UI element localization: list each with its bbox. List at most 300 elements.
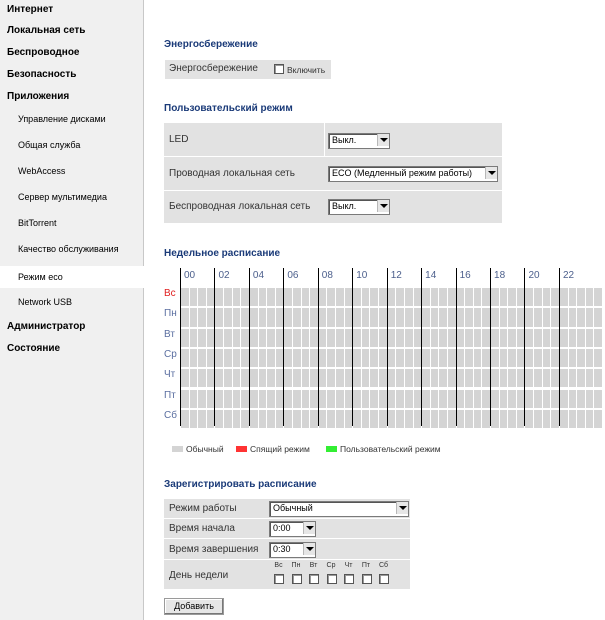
schedule-cell[interactable] (267, 390, 275, 408)
schedule-cell[interactable] (474, 349, 482, 367)
schedule-cell[interactable] (327, 308, 335, 326)
schedule-cell[interactable] (250, 349, 258, 367)
schedule-cell[interactable] (508, 369, 516, 387)
schedule-cell[interactable] (370, 308, 378, 326)
schedule-cell[interactable] (491, 308, 499, 326)
schedule-cell[interactable] (345, 369, 353, 387)
weekday-checkbox[interactable] (362, 574, 372, 584)
schedule-cell[interactable] (569, 288, 577, 306)
schedule-cell[interactable] (190, 349, 198, 367)
schedule-cell[interactable] (319, 329, 327, 347)
schedule-cell[interactable] (370, 349, 378, 367)
schedule-cell[interactable] (284, 369, 292, 387)
schedule-cell[interactable] (474, 390, 482, 408)
sidebar-item-wireless[interactable]: Беспроводное (7, 47, 80, 58)
schedule-cell[interactable] (491, 390, 499, 408)
schedule-cell[interactable] (284, 308, 292, 326)
schedule-cell[interactable] (353, 390, 361, 408)
schedule-cell[interactable] (396, 349, 404, 367)
schedule-cell[interactable] (508, 308, 516, 326)
schedule-cell[interactable] (517, 410, 525, 428)
schedule-cell[interactable] (500, 329, 508, 347)
schedule-cell[interactable] (474, 308, 482, 326)
schedule-cell[interactable] (259, 349, 267, 367)
schedule-cell[interactable] (594, 288, 602, 306)
schedule-cell[interactable] (482, 410, 490, 428)
schedule-cell[interactable] (457, 390, 465, 408)
schedule-cell[interactable] (560, 410, 568, 428)
schedule-cell[interactable] (293, 329, 301, 347)
schedule-cell[interactable] (224, 288, 232, 306)
schedule-cell[interactable] (310, 329, 318, 347)
schedule-cell[interactable] (310, 349, 318, 367)
schedule-cell[interactable] (250, 390, 258, 408)
schedule-cell[interactable] (353, 410, 361, 428)
schedule-cell[interactable] (370, 288, 378, 306)
schedule-cell[interactable] (586, 308, 594, 326)
schedule-cell[interactable] (215, 390, 223, 408)
schedule-cell[interactable] (543, 410, 551, 428)
schedule-cell[interactable] (474, 369, 482, 387)
schedule-cell[interactable] (362, 329, 370, 347)
schedule-cell[interactable] (525, 349, 533, 367)
schedule-cell[interactable] (560, 329, 568, 347)
schedule-cell[interactable] (594, 369, 602, 387)
schedule-cell[interactable] (215, 349, 223, 367)
schedule-cell[interactable] (207, 390, 215, 408)
schedule-cell[interactable] (345, 410, 353, 428)
schedule-cell[interactable] (302, 410, 310, 428)
schedule-cell[interactable] (465, 410, 473, 428)
schedule-cell[interactable] (370, 410, 378, 428)
schedule-cell[interactable] (482, 288, 490, 306)
schedule-cell[interactable] (508, 410, 516, 428)
schedule-cell[interactable] (207, 329, 215, 347)
schedule-cell[interactable] (276, 390, 284, 408)
schedule-cell[interactable] (500, 308, 508, 326)
schedule-cell[interactable] (482, 390, 490, 408)
start-time-select[interactable] (269, 521, 316, 537)
schedule-cell[interactable] (267, 369, 275, 387)
schedule-cell[interactable] (534, 288, 542, 306)
schedule-cell[interactable] (284, 288, 292, 306)
schedule-cell[interactable] (345, 308, 353, 326)
schedule-cell[interactable] (396, 308, 404, 326)
schedule-cell[interactable] (327, 288, 335, 306)
schedule-cell[interactable] (259, 390, 267, 408)
wireless-lan-select[interactable] (328, 199, 390, 215)
schedule-cell[interactable] (594, 410, 602, 428)
schedule-cell[interactable] (241, 410, 249, 428)
schedule-cell[interactable] (491, 369, 499, 387)
sidebar-item-eco-mode[interactable]: Режим eco (18, 272, 63, 282)
schedule-cell[interactable] (310, 288, 318, 306)
schedule-cell[interactable] (319, 410, 327, 428)
schedule-cell[interactable] (388, 369, 396, 387)
schedule-cell[interactable] (198, 369, 206, 387)
schedule-cell[interactable] (569, 308, 577, 326)
schedule-cell[interactable] (276, 329, 284, 347)
weekday-checkbox[interactable] (292, 574, 302, 584)
schedule-cell[interactable] (431, 369, 439, 387)
schedule-cell[interactable] (457, 329, 465, 347)
schedule-cell[interactable] (422, 390, 430, 408)
schedule-cell[interactable] (586, 410, 594, 428)
schedule-cell[interactable] (457, 349, 465, 367)
schedule-cell[interactable] (414, 349, 422, 367)
schedule-cell[interactable] (276, 288, 284, 306)
sidebar-item-disk-management[interactable]: Управление дисками (18, 114, 106, 124)
schedule-cell[interactable] (508, 288, 516, 306)
schedule-cell[interactable] (181, 308, 189, 326)
schedule-cell[interactable] (500, 369, 508, 387)
schedule-cell[interactable] (500, 390, 508, 408)
schedule-cell[interactable] (465, 308, 473, 326)
schedule-cell[interactable] (241, 329, 249, 347)
schedule-cell[interactable] (577, 349, 585, 367)
schedule-cell[interactable] (241, 288, 249, 306)
schedule-cell[interactable] (396, 288, 404, 306)
schedule-cell[interactable] (448, 390, 456, 408)
sidebar-item-shared-service[interactable]: Общая служба (18, 140, 81, 150)
schedule-cell[interactable] (482, 329, 490, 347)
schedule-cell[interactable] (422, 288, 430, 306)
schedule-cell[interactable] (302, 288, 310, 306)
schedule-cell[interactable] (388, 410, 396, 428)
schedule-cell[interactable] (336, 369, 344, 387)
schedule-cell[interactable] (569, 369, 577, 387)
schedule-cell[interactable] (422, 410, 430, 428)
schedule-cell[interactable] (362, 288, 370, 306)
schedule-cell[interactable] (586, 349, 594, 367)
schedule-cell[interactable] (198, 329, 206, 347)
schedule-cell[interactable] (517, 369, 525, 387)
sidebar-item-network-usb[interactable]: Network USB (18, 297, 73, 307)
schedule-cell[interactable] (233, 410, 241, 428)
schedule-cell[interactable] (569, 349, 577, 367)
sidebar-item-internet[interactable]: Интернет (7, 4, 54, 15)
schedule-cell[interactable] (448, 329, 456, 347)
schedule-cell[interactable] (448, 288, 456, 306)
schedule-cell[interactable] (198, 410, 206, 428)
schedule-cell[interactable] (362, 390, 370, 408)
schedule-cell[interactable] (233, 390, 241, 408)
sidebar-item-qos[interactable]: Качество обслуживания (18, 244, 119, 254)
schedule-cell[interactable] (353, 329, 361, 347)
schedule-cell[interactable] (431, 349, 439, 367)
schedule-cell[interactable] (362, 369, 370, 387)
schedule-cell[interactable] (457, 308, 465, 326)
schedule-cell[interactable] (491, 349, 499, 367)
schedule-cell[interactable] (543, 308, 551, 326)
mode-select[interactable] (269, 501, 409, 517)
schedule-cell[interactable] (543, 329, 551, 347)
schedule-cell[interactable] (353, 288, 361, 306)
schedule-cell[interactable] (190, 288, 198, 306)
schedule-cell[interactable] (577, 308, 585, 326)
schedule-cell[interactable] (345, 390, 353, 408)
schedule-cell[interactable] (525, 410, 533, 428)
schedule-cell[interactable] (482, 308, 490, 326)
schedule-cell[interactable] (319, 390, 327, 408)
schedule-cell[interactable] (525, 369, 533, 387)
schedule-cell[interactable] (474, 288, 482, 306)
schedule-cell[interactable] (525, 288, 533, 306)
sidebar-item-lan[interactable]: Локальная сеть (7, 25, 86, 36)
schedule-cell[interactable] (345, 329, 353, 347)
schedule-cell[interactable] (414, 410, 422, 428)
schedule-cell[interactable] (224, 390, 232, 408)
schedule-cell[interactable] (551, 410, 559, 428)
schedule-cell[interactable] (569, 329, 577, 347)
schedule-cell[interactable] (388, 349, 396, 367)
schedule-cell[interactable] (293, 410, 301, 428)
sidebar-item-applications[interactable]: Приложения (7, 91, 70, 102)
schedule-cell[interactable] (181, 349, 189, 367)
schedule-cell[interactable] (560, 288, 568, 306)
schedule-cell[interactable] (525, 308, 533, 326)
schedule-cell[interactable] (422, 349, 430, 367)
schedule-cell[interactable] (551, 369, 559, 387)
schedule-cell[interactable] (534, 410, 542, 428)
schedule-cell[interactable] (560, 308, 568, 326)
schedule-cell[interactable] (302, 308, 310, 326)
schedule-cell[interactable] (267, 308, 275, 326)
weekday-checkbox[interactable] (309, 574, 319, 584)
sidebar-item-bittorrent[interactable]: BitTorrent (18, 218, 57, 228)
sidebar-item-media-server[interactable]: Сервер мультимедиа (18, 192, 107, 202)
schedule-cell[interactable] (414, 390, 422, 408)
schedule-cell[interactable] (259, 410, 267, 428)
schedule-cell[interactable] (569, 390, 577, 408)
schedule-cell[interactable] (405, 288, 413, 306)
schedule-cell[interactable] (207, 308, 215, 326)
schedule-cell[interactable] (465, 390, 473, 408)
schedule-cell[interactable] (431, 329, 439, 347)
schedule-cell[interactable] (293, 308, 301, 326)
schedule-cell[interactable] (224, 308, 232, 326)
schedule-cell[interactable] (594, 329, 602, 347)
schedule-cell[interactable] (491, 410, 499, 428)
schedule-cell[interactable] (388, 390, 396, 408)
schedule-cell[interactable] (405, 410, 413, 428)
schedule-cell[interactable] (379, 288, 387, 306)
schedule-cell[interactable] (250, 410, 258, 428)
schedule-cell[interactable] (405, 308, 413, 326)
schedule-cell[interactable] (396, 410, 404, 428)
schedule-cell[interactable] (259, 288, 267, 306)
schedule-cell[interactable] (379, 369, 387, 387)
schedule-cell[interactable] (551, 308, 559, 326)
schedule-cell[interactable] (319, 349, 327, 367)
schedule-cell[interactable] (310, 369, 318, 387)
schedule-cell[interactable] (215, 369, 223, 387)
schedule-cell[interactable] (560, 390, 568, 408)
schedule-cell[interactable] (293, 349, 301, 367)
schedule-cell[interactable] (233, 349, 241, 367)
schedule-cell[interactable] (370, 369, 378, 387)
schedule-cell[interactable] (319, 308, 327, 326)
schedule-cell[interactable] (319, 288, 327, 306)
schedule-cell[interactable] (405, 390, 413, 408)
schedule-cell[interactable] (405, 349, 413, 367)
schedule-cell[interactable] (543, 288, 551, 306)
schedule-cell[interactable] (284, 329, 292, 347)
schedule-cell[interactable] (284, 410, 292, 428)
schedule-cell[interactable] (224, 369, 232, 387)
schedule-cell[interactable] (267, 329, 275, 347)
schedule-cell[interactable] (181, 288, 189, 306)
schedule-cell[interactable] (448, 308, 456, 326)
schedule-cell[interactable] (431, 288, 439, 306)
schedule-cell[interactable] (241, 308, 249, 326)
schedule-cell[interactable] (215, 288, 223, 306)
schedule-cell[interactable] (370, 390, 378, 408)
schedule-cell[interactable] (439, 410, 447, 428)
schedule-cell[interactable] (302, 390, 310, 408)
schedule-cell[interactable] (276, 410, 284, 428)
schedule-cell[interactable] (241, 390, 249, 408)
schedule-cell[interactable] (379, 349, 387, 367)
schedule-cell[interactable] (353, 349, 361, 367)
schedule-cell[interactable] (302, 329, 310, 347)
schedule-cell[interactable] (190, 410, 198, 428)
schedule-cell[interactable] (414, 308, 422, 326)
schedule-cell[interactable] (517, 308, 525, 326)
schedule-cell[interactable] (457, 288, 465, 306)
sidebar-item-webaccess[interactable]: WebAccess (18, 166, 66, 176)
schedule-cell[interactable] (241, 349, 249, 367)
schedule-cell[interactable] (388, 329, 396, 347)
schedule-cell[interactable] (259, 369, 267, 387)
schedule-cell[interactable] (276, 308, 284, 326)
schedule-cell[interactable] (276, 349, 284, 367)
schedule-cell[interactable] (448, 349, 456, 367)
schedule-cell[interactable] (500, 349, 508, 367)
schedule-cell[interactable] (310, 308, 318, 326)
schedule-cell[interactable] (250, 369, 258, 387)
schedule-cell[interactable] (551, 349, 559, 367)
schedule-cell[interactable] (560, 349, 568, 367)
schedule-cell[interactable] (181, 329, 189, 347)
schedule-cell[interactable] (594, 349, 602, 367)
schedule-cell[interactable] (284, 349, 292, 367)
schedule-cell[interactable] (190, 390, 198, 408)
schedule-cell[interactable] (586, 369, 594, 387)
schedule-cell[interactable] (198, 288, 206, 306)
schedule-cell[interactable] (293, 369, 301, 387)
schedule-cell[interactable] (517, 349, 525, 367)
schedule-cell[interactable] (259, 308, 267, 326)
schedule-cell[interactable] (396, 390, 404, 408)
end-time-select[interactable] (269, 542, 316, 558)
schedule-cell[interactable] (327, 349, 335, 367)
weekday-checkbox[interactable] (344, 574, 354, 584)
schedule-cell[interactable] (250, 329, 258, 347)
schedule-cell[interactable] (181, 410, 189, 428)
schedule-cell[interactable] (250, 288, 258, 306)
schedule-cell[interactable] (336, 288, 344, 306)
schedule-cell[interactable] (293, 288, 301, 306)
schedule-cell[interactable] (233, 288, 241, 306)
schedule-cell[interactable] (517, 329, 525, 347)
schedule-cell[interactable] (336, 349, 344, 367)
schedule-cell[interactable] (388, 308, 396, 326)
schedule-cell[interactable] (293, 390, 301, 408)
schedule-cell[interactable] (517, 390, 525, 408)
led-select[interactable] (328, 133, 390, 149)
schedule-cell[interactable] (543, 369, 551, 387)
schedule-cell[interactable] (215, 308, 223, 326)
schedule-cell[interactable] (422, 329, 430, 347)
schedule-cell[interactable] (198, 390, 206, 408)
sidebar-item-security[interactable]: Безопасность (7, 69, 77, 80)
schedule-cell[interactable] (362, 349, 370, 367)
schedule-cell[interactable] (379, 329, 387, 347)
schedule-cell[interactable] (577, 410, 585, 428)
schedule-cell[interactable] (181, 390, 189, 408)
schedule-cell[interactable] (267, 288, 275, 306)
schedule-cell[interactable] (207, 369, 215, 387)
schedule-cell[interactable] (379, 410, 387, 428)
schedule-cell[interactable] (543, 349, 551, 367)
sidebar-item-administrator[interactable]: Администратор (7, 321, 86, 332)
schedule-cell[interactable] (207, 349, 215, 367)
schedule-cell[interactable] (198, 308, 206, 326)
schedule-cell[interactable] (474, 410, 482, 428)
schedule-cell[interactable] (388, 288, 396, 306)
add-button[interactable]: Добавить (164, 598, 224, 615)
schedule-cell[interactable] (465, 329, 473, 347)
weekday-checkbox[interactable] (327, 574, 337, 584)
schedule-cell[interactable] (362, 410, 370, 428)
schedule-cell[interactable] (586, 329, 594, 347)
sidebar-item-status[interactable]: Состояние (7, 343, 61, 354)
schedule-cell[interactable] (431, 390, 439, 408)
schedule-cell[interactable] (181, 369, 189, 387)
schedule-cell[interactable] (577, 288, 585, 306)
schedule-cell[interactable] (327, 329, 335, 347)
schedule-cell[interactable] (405, 369, 413, 387)
schedule-cell[interactable] (224, 349, 232, 367)
schedule-cell[interactable] (431, 308, 439, 326)
schedule-cell[interactable] (319, 369, 327, 387)
schedule-cell[interactable] (465, 369, 473, 387)
schedule-cell[interactable] (345, 349, 353, 367)
schedule-cell[interactable] (491, 288, 499, 306)
schedule-cell[interactable] (224, 410, 232, 428)
schedule-cell[interactable] (534, 308, 542, 326)
schedule-cell[interactable] (267, 349, 275, 367)
schedule-cell[interactable] (414, 369, 422, 387)
schedule-cell[interactable] (439, 369, 447, 387)
schedule-cell[interactable] (353, 308, 361, 326)
schedule-cell[interactable] (448, 369, 456, 387)
schedule-cell[interactable] (439, 329, 447, 347)
schedule-cell[interactable] (517, 288, 525, 306)
schedule-cell[interactable] (198, 349, 206, 367)
schedule-cell[interactable] (267, 410, 275, 428)
schedule-cell[interactable] (405, 329, 413, 347)
schedule-cell[interactable] (439, 349, 447, 367)
schedule-cell[interactable] (215, 410, 223, 428)
schedule-cell[interactable] (457, 369, 465, 387)
schedule-cell[interactable] (233, 369, 241, 387)
schedule-cell[interactable] (327, 410, 335, 428)
schedule-cell[interactable] (233, 329, 241, 347)
schedule-cell[interactable] (302, 349, 310, 367)
schedule-cell[interactable] (336, 390, 344, 408)
